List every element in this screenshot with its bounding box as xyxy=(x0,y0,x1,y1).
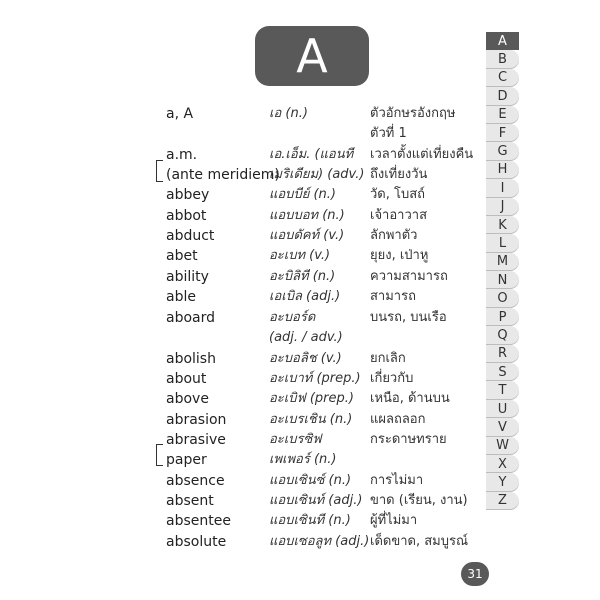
entry-word: absolute xyxy=(166,534,227,550)
entry-word: absentee xyxy=(166,513,231,529)
entry-meaning: ถึงเที่ยงวัน xyxy=(370,167,428,182)
entry-word: able xyxy=(166,289,196,305)
entry-word: above xyxy=(166,391,209,407)
entry-pronunciation: เมริเดียม) (adv.) xyxy=(269,167,365,182)
alphabet-tab-h[interactable]: H xyxy=(486,161,519,179)
entry-pronunciation: อะบอลิช (v.) xyxy=(269,351,342,366)
entry-row xyxy=(0,430,480,450)
entry-meaning: ยกเลิก xyxy=(370,351,406,366)
entry-row xyxy=(0,532,480,552)
entry-row xyxy=(0,287,480,307)
alphabet-tab-g[interactable]: G xyxy=(486,142,519,160)
entry-row xyxy=(0,471,480,491)
alphabet-tab-p[interactable]: P xyxy=(486,308,519,326)
entry-meaning: เวลาตั้งแต่เที่ยงคืน xyxy=(370,147,474,162)
entry-pronunciation: (adj. / adv.) xyxy=(269,330,343,345)
alphabet-tab-v[interactable]: V xyxy=(486,418,519,436)
entry-row xyxy=(0,145,480,165)
entry-row xyxy=(0,185,480,205)
entry-meaning: ลักพาตัว xyxy=(370,228,418,243)
entry-word: abrasive xyxy=(166,432,226,448)
entry-row xyxy=(0,206,480,226)
entry-word: absence xyxy=(166,473,225,489)
entry-meaning: เกี่ยวกับ xyxy=(370,371,414,386)
entry-row xyxy=(0,491,480,511)
entry-word: abolish xyxy=(166,351,216,367)
entry-meaning: ผู้ที่ไม่มา xyxy=(370,513,418,528)
entry-row xyxy=(0,267,480,287)
entry-meaning: เจ้าอาวาส xyxy=(370,208,428,223)
entry-meaning: วัด, โบสถ์ xyxy=(370,187,426,202)
entry-pronunciation: แอบบีย์ (n.) xyxy=(269,187,336,202)
entry-row xyxy=(0,165,480,185)
entry-word: abet xyxy=(166,248,198,264)
entry-pronunciation: เอเบิล (adj.) xyxy=(269,289,341,304)
entry-meaning: สามารถ xyxy=(370,289,416,304)
entry-row xyxy=(0,104,480,124)
entry-pronunciation: อะเบรซิฟ xyxy=(269,432,322,447)
entry-row xyxy=(0,450,480,470)
entry-word: a.m. xyxy=(166,147,198,163)
entry-pronunciation: เอ.เอ็ม. (แอนที xyxy=(269,147,354,162)
entry-meaning: บนรถ, บนเรือ xyxy=(370,310,447,325)
entry-meaning: ยุยง, เป่าหู xyxy=(370,248,429,263)
entry-pronunciation: แอบเซินที (n.) xyxy=(269,513,351,528)
entry-meaning: การไม่มา xyxy=(370,473,424,488)
entry-pronunciation: แอบบอท (n.) xyxy=(269,208,345,223)
entry-meaning: ขาด (เรียน, งาน) xyxy=(370,493,468,508)
entry-word: (ante meridiem) xyxy=(166,167,280,183)
entry-meaning: ตัวที่ 1 xyxy=(370,126,407,141)
entry-row xyxy=(0,511,480,531)
entry-pronunciation: อะเบาท์ (prep.) xyxy=(269,371,361,386)
alphabet-tab-o[interactable]: O xyxy=(486,289,519,307)
alphabet-tab-y[interactable]: Y xyxy=(486,473,519,491)
alphabet-tab-w[interactable]: W xyxy=(486,437,519,455)
entry-pronunciation: อะบิลิที (n.) xyxy=(269,269,336,284)
alphabet-index xyxy=(486,32,520,510)
entry-word: absent xyxy=(166,493,214,509)
alphabet-tab-n[interactable]: N xyxy=(486,271,519,289)
entry-row xyxy=(0,389,480,409)
entry-row xyxy=(0,226,480,246)
alphabet-tab-j[interactable]: J xyxy=(486,198,519,216)
entry-meaning: เด็ดขาด, สมบูรณ์ xyxy=(370,534,469,549)
entry-row xyxy=(0,124,480,144)
entry-pronunciation: เอ (n.) xyxy=(269,106,308,121)
alphabet-tab-b[interactable]: B xyxy=(486,50,519,68)
alphabet-tab-x[interactable]: X xyxy=(486,455,519,473)
entry-row xyxy=(0,349,480,369)
alphabet-tab-z[interactable]: Z xyxy=(486,492,519,510)
entry-word: abbey xyxy=(166,187,210,203)
entry-pronunciation: แอบดัคท์ (v.) xyxy=(269,228,345,243)
alphabet-tab-k[interactable]: K xyxy=(486,216,519,234)
entry-word: about xyxy=(166,371,207,387)
entry-pronunciation: อะเบรเชิน (n.) xyxy=(269,412,353,427)
page-number: 31 xyxy=(461,562,489,586)
entry-meaning: แผลถลอก xyxy=(370,412,426,427)
entry-word: abduct xyxy=(166,228,215,244)
entry-pronunciation: อะเบิฟ (prep.) xyxy=(269,391,354,406)
alphabet-tab-t[interactable]: T xyxy=(486,381,519,399)
alphabet-tab-c[interactable]: C xyxy=(486,69,519,87)
entry-pronunciation: อะบอร์ด xyxy=(269,310,316,325)
entry-word: abbot xyxy=(166,208,207,224)
alphabet-tab-f[interactable]: F xyxy=(486,124,519,142)
entry-row xyxy=(0,308,480,328)
alphabet-tab-i[interactable]: I xyxy=(486,179,519,197)
entry-row xyxy=(0,369,480,389)
entry-meaning: กระดาษทราย xyxy=(370,432,447,447)
entry-word: a, A xyxy=(166,106,194,122)
entry-word: ability xyxy=(166,269,209,285)
alphabet-tab-m[interactable]: M xyxy=(486,253,519,271)
entry-meaning: ความสามารถ xyxy=(370,269,448,284)
entry-pronunciation: อะเบท (v.) xyxy=(269,248,331,263)
alphabet-tab-l[interactable]: L xyxy=(486,234,519,252)
alphabet-tab-r[interactable]: R xyxy=(486,345,519,363)
entry-pronunciation: แอบเซินท์ (adj.) xyxy=(269,493,363,508)
entry-row xyxy=(0,328,480,348)
entry-pronunciation: เพเพอร์ (n.) xyxy=(269,452,337,467)
alphabet-tab-u[interactable]: U xyxy=(486,400,519,418)
entry-meaning: เหนือ, ด้านบน xyxy=(370,391,450,406)
entry-word: aboard xyxy=(166,310,216,326)
alphabet-tab-q[interactable]: Q xyxy=(486,326,519,344)
alphabet-tab-s[interactable]: S xyxy=(486,363,519,381)
entry-pronunciation: แอบเซินซ์ (n.) xyxy=(269,473,352,488)
entry-row xyxy=(0,246,480,266)
alphabet-tab-e[interactable]: E xyxy=(486,106,519,124)
entry-meaning: ตัวอักษรอังกฤษ xyxy=(370,106,456,121)
letter-heading: A xyxy=(296,29,328,83)
entry-row xyxy=(0,410,480,430)
alphabet-tab-a[interactable]: A xyxy=(486,32,519,50)
entry-word: abrasion xyxy=(166,412,227,428)
entry-word: paper xyxy=(166,452,207,468)
entry-pronunciation: แอบเซอลูท (adj.) xyxy=(269,534,370,549)
alphabet-tab-d[interactable]: D xyxy=(486,87,519,105)
